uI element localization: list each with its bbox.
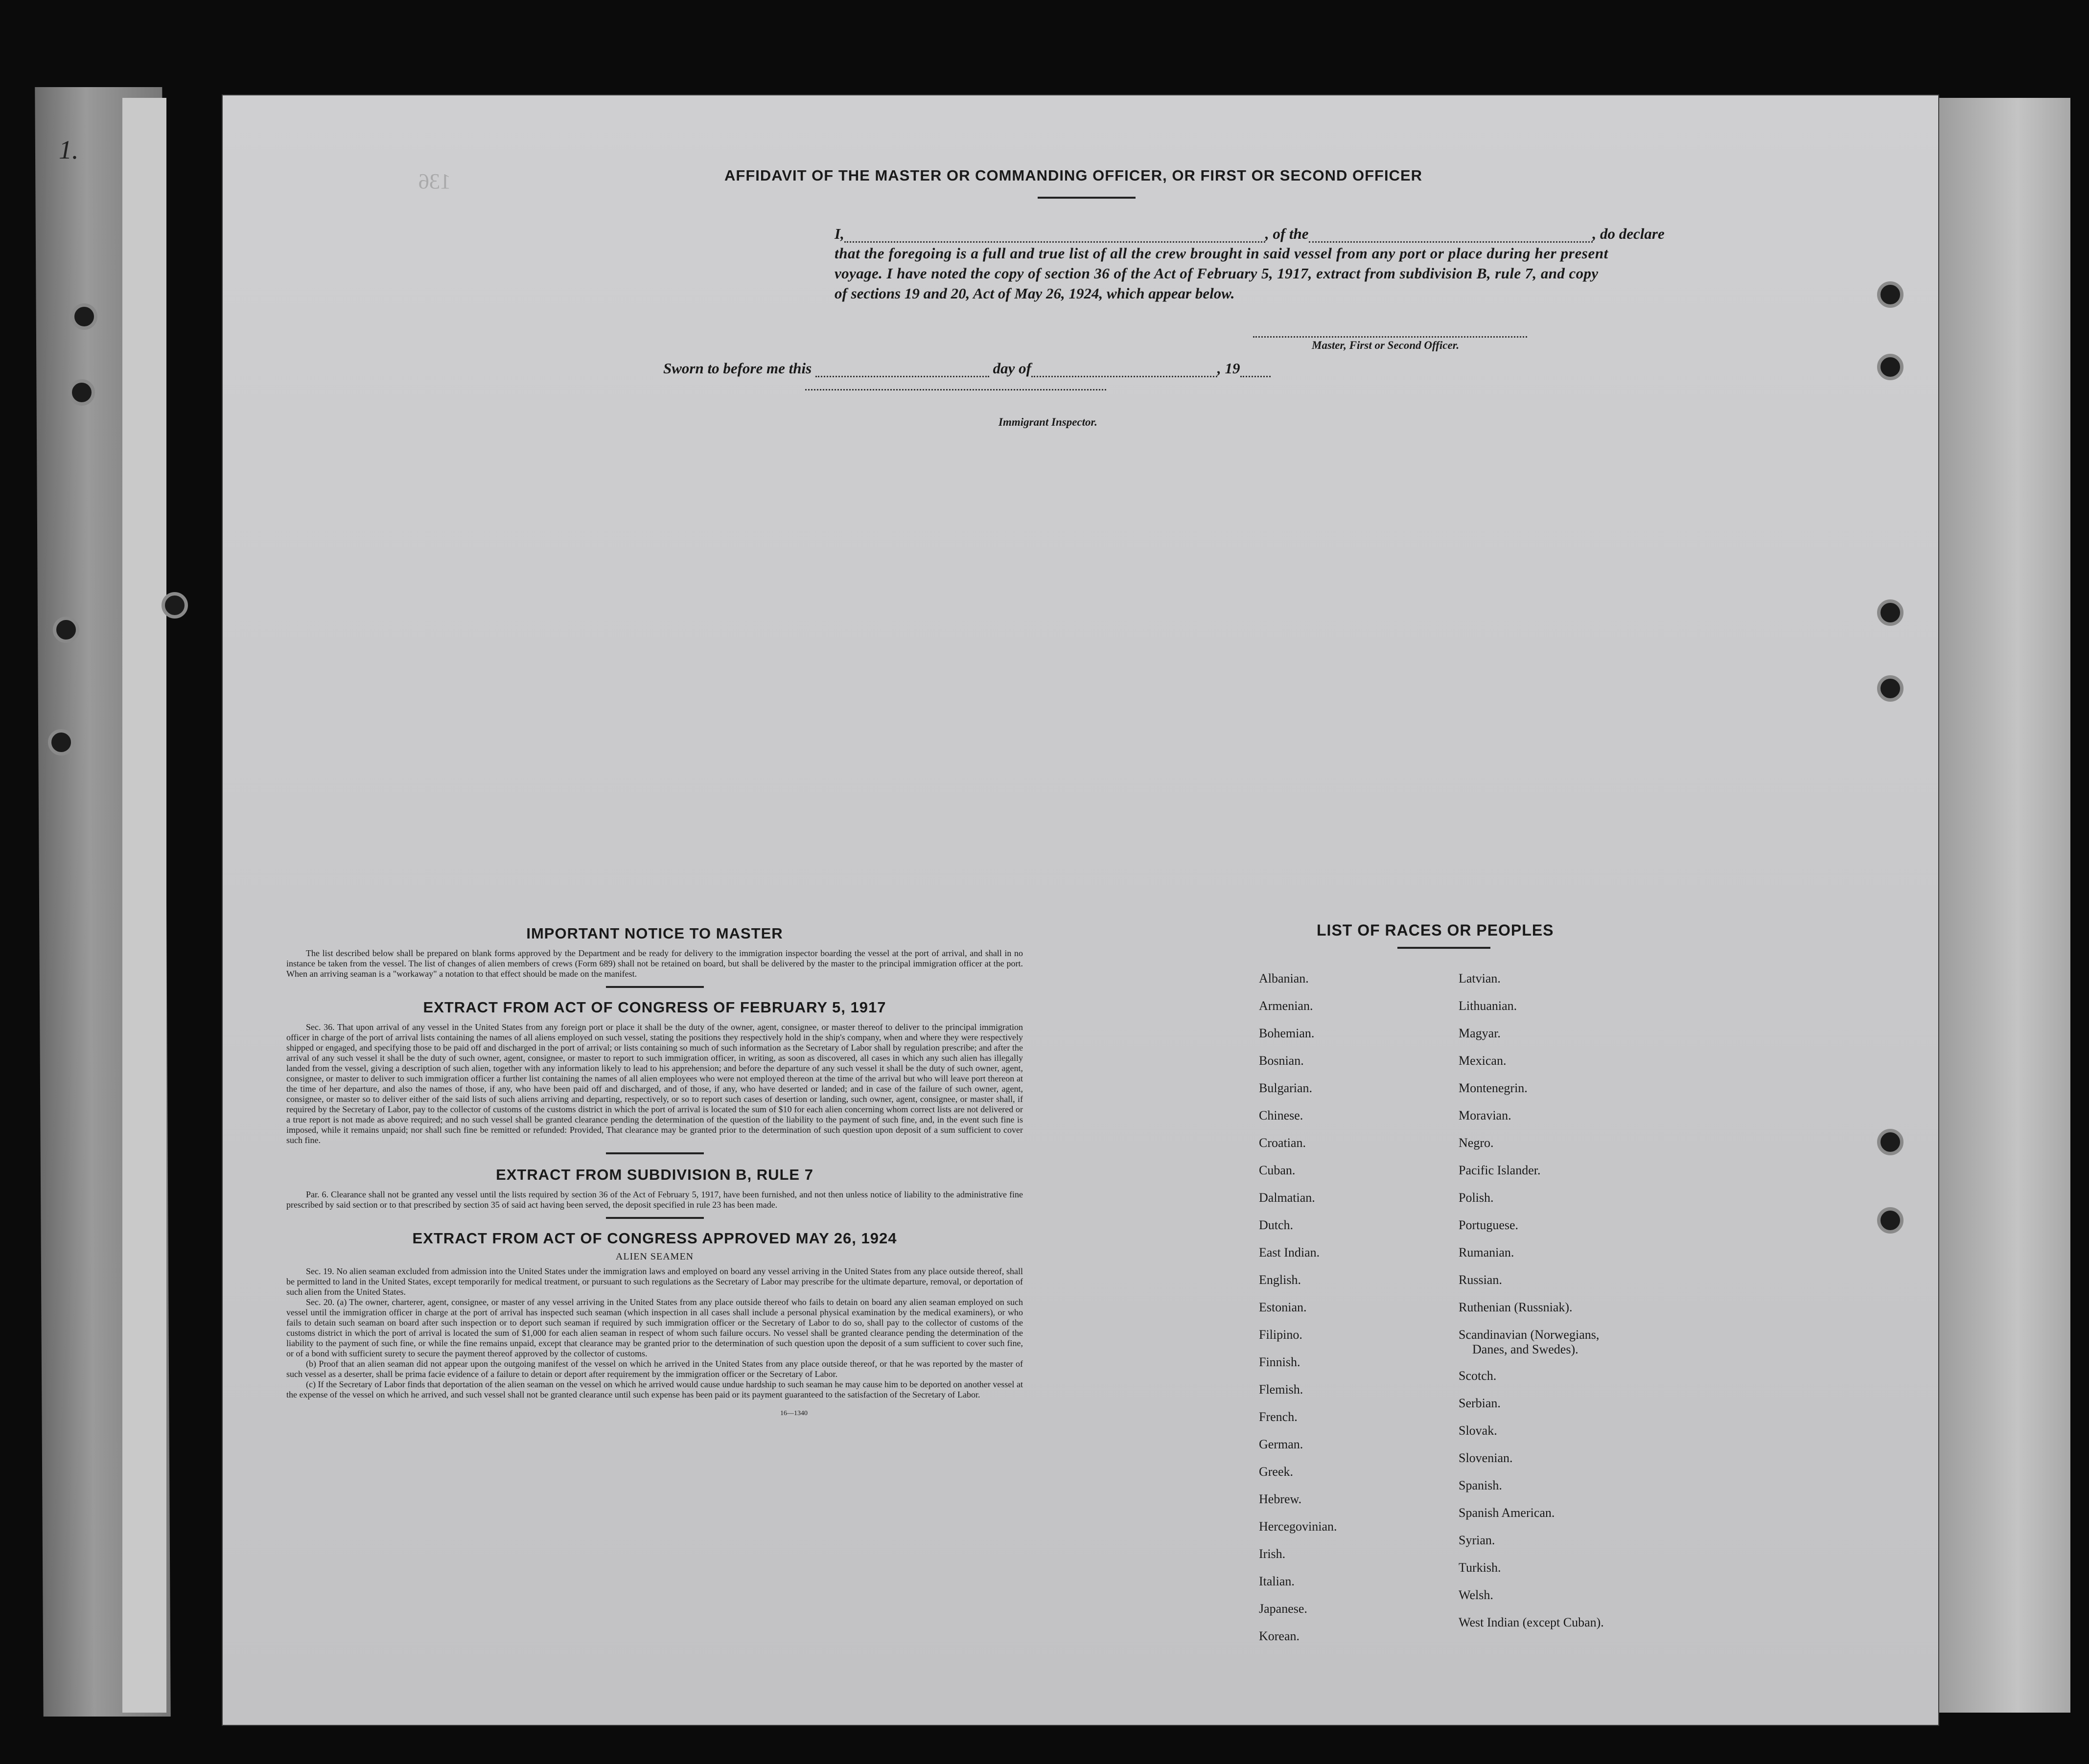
punch-hole: [69, 379, 95, 406]
affidavit-line-4: of sections 19 and 20, Act of May 26, 1924, which appear below.: [835, 285, 1235, 302]
sec-20a-body: Sec. 20. (a) The owner, charterer, agent, consignee, or master of any vessel arriving in the United States from any place outside thereof who fails to detain on board any alien seaman employed on such vessel until the immigration officer in charge at the port of arrival has inspected such seaman (which inspection in all cases shall include a personal physical examination by the medical examiners), or who fails to detain such seaman on board after such inspection or to deport such seaman if required by such immigration officer or the Secretary of Labor to do so, shall pay to the collector of customs of the customs district in which the port of arrival is located the sum of $1,000 for each alien seaman in respect of whom such failure occurs. No vessel shall be granted clearance pending the determination of the liability to the payment of such fine, or while the fine remains unpaid, except that clearance may be granted prior to the determination of such question upon the deposit of a sum sufficient to cover such fine, or of a bond with sufficient surety to secure the payment thereof approved by the collector of customs.: [286, 1297, 1023, 1358]
punch-hole: [1877, 1129, 1903, 1155]
form-number: 16—1340: [780, 1410, 808, 1417]
race-item: Syrian.: [1459, 1533, 1495, 1547]
month-blank[interactable]: [1031, 376, 1217, 377]
race-item: West Indian (except Cuban).: [1459, 1615, 1604, 1629]
extract-1917-body: Sec. 36. That upon arrival of any vessel in the United States from any foreign port or place it shall be the duty of the owner, agent, consignee, or master thereof to deliver to the principal immigration officer in charge of the port of arrival lists containing the names of all aliens employed on such vessel, stating the positions they respectively hold in the ship's company, when and where they were respectively shipped or engaged, and specifying those to be paid off and discharged in the port of arrival; or lists containing so much of such information as the Secretary of Labor shall by regulation prescribe; and after the arrival of any such vessel it shall be the duty of such owner, agent, consignee, or master to report to such immigration officer, in writing, as soon as discovered, all cases in which any such alien has illegally landed from the vessel, giving a description of such alien, together with any information likely to lead to his apprehension; and before the departure of any such vessel it shall be the duty of such owner, agent, consignee, or master to deliver to such immigration officer a further list containing the names of all alien employees who were not employed thereon at the time of the arrival but who will leave port thereon at the time of her departure, and also the names of those, if any, who have been paid off and discharged, and of those, if any, who have deserted or landed; and in case of the failure of such owner, agent, consignee, or master so to deliver either of the said lists of such aliens arriving and departing, respectively, or so to report such cases of desertion or landing, such owner, agent, consignee, or master shall, if required by the Secretary of Labor, pay to the collector of customs of the customs district in which the port of arrival is located the sum of $10 for each alien concerning whom correct lists are not delivered or a true report is not made as above required; and no such vessel shall be granted clearance pending the determination of the question of the liability to the payment of such fine, and, in the event such fine is imposed, while it remains unpaid; nor shall such fine be remitted or refunded: Provided, That clearance may be granted prior to the determination of such question upon deposit of a sum sufficient to cover such fine.: [286, 1022, 1023, 1145]
day-of-text: day of: [993, 360, 1031, 377]
extract-rule7-heading: EXTRACT FROM SUBDIVISION B, RULE 7: [496, 1166, 813, 1183]
sworn-text: Sworn to before me this: [663, 360, 812, 377]
race-item: Pacific Islander.: [1459, 1163, 1541, 1177]
punch-hole: [53, 617, 79, 643]
race-item: English.: [1259, 1273, 1301, 1287]
extract-1917-heading: EXTRACT FROM ACT OF CONGRESS OF FEBRUARY 5, 1917: [423, 999, 886, 1016]
race-item: Croatian.: [1259, 1136, 1306, 1150]
year-prefix: , 19: [1217, 360, 1240, 377]
section-rule: [606, 1217, 704, 1219]
affidavit-line-1: [835, 225, 1665, 243]
race-item: Irish.: [1259, 1547, 1286, 1561]
race-item: Turkish.: [1459, 1560, 1501, 1575]
race-item: Albanian.: [1259, 971, 1309, 985]
sec-19-body: Sec. 19. No alien seaman excluded from admission into the United States under the immigration laws and employed on board any vessel arriving in the United States from any place outside thereof, shall be permitted to land in the United States, except temporarily for medical treatment, or pursuant to such regulations as the Secretary of Labor may prescribe for the ultimate departure, removal, or deportation of such alien from the United States.: [286, 1266, 1023, 1297]
extract-rule7-body: Par. 6. Clearance shall not be granted any vessel until the lists required by section 36 of the Act of February 5, 1917, have been furnished, and not then unless notice of liability to the administrative fine prescribed by said section or to that prescribed by section 35 of said act having been served, the deposit specified in rule 23 has been made.: [286, 1190, 1023, 1210]
race-item: Greek.: [1259, 1465, 1294, 1479]
race-item: Armenian.: [1259, 999, 1313, 1013]
sworn-date-blank[interactable]: [815, 376, 989, 377]
race-item: Ruthenian (Russniak).: [1459, 1300, 1573, 1314]
year-blank[interactable]: [1240, 376, 1271, 377]
race-item: Montenegrin.: [1459, 1081, 1528, 1095]
race-item: Portuguese.: [1459, 1218, 1519, 1232]
sec-20b-body: (b) Proof that an alien seaman did not appear upon the outgoing manifest of the vessel on which he arrived in the United States from any place outside thereof, or that he was reported by the master of such vessel as a deserter, shall be prima facie evidence of a failure to detain or deport after requirement by the immigration officer or the Secretary of Labor.: [286, 1359, 1023, 1379]
punch-hole: [1877, 1207, 1903, 1234]
punch-hole: [48, 729, 74, 756]
race-item: Flemish.: [1259, 1382, 1303, 1397]
race-item-continuation: Danes, and Swedes).: [1472, 1342, 1578, 1356]
affidavit-heading: AFFIDAVIT OF THE MASTER OR COMMANDING OFFICER, OR FIRST OR SECOND OFFICER: [724, 167, 1423, 184]
extract-1924-heading: EXTRACT FROM ACT OF CONGRESS APPROVED MAY 26, 1924: [412, 1230, 897, 1247]
race-item: Korean.: [1259, 1629, 1300, 1643]
race-item: Spanish American.: [1459, 1506, 1555, 1520]
inspector-label: Immigrant Inspector.: [998, 416, 1097, 428]
race-item: Estonian.: [1259, 1300, 1307, 1314]
do-declare-text: , do declare: [1592, 225, 1665, 242]
races-heading-rule: [1397, 947, 1490, 949]
race-item: Negro.: [1459, 1136, 1494, 1150]
races-heading: LIST OF RACES OR PEOPLES: [1317, 921, 1554, 939]
name-blank[interactable]: [844, 241, 1265, 243]
section-rule: [606, 1152, 704, 1154]
race-item: East Indian.: [1259, 1245, 1320, 1260]
races-column-2: [1459, 971, 1604, 1643]
race-item: Hercegovinian.: [1259, 1519, 1337, 1534]
affidavit-line-3: voyage. I have noted the copy of section 36 of the Act of February 5, 1917, extract from subdivision B, rule 7, and copy: [835, 265, 1599, 282]
handwritten-margin-mark: 1.: [59, 135, 79, 164]
sworn-line: [663, 360, 1271, 377]
race-item: Lithuanian.: [1459, 999, 1517, 1013]
manifest-back-page: [223, 95, 1938, 1725]
race-item: Chinese.: [1259, 1108, 1303, 1123]
legal-notices: [286, 925, 1023, 1418]
race-item: Latvian.: [1459, 971, 1501, 985]
punch-hole: [162, 592, 188, 619]
race-item: Magyar.: [1459, 1026, 1501, 1040]
race-item: Rumanian.: [1459, 1245, 1514, 1260]
heading-rule: [1038, 197, 1136, 199]
affidavit-i: I,: [835, 225, 844, 242]
binder-strip-edge: [122, 98, 166, 1713]
sec-20c-body: (c) If the Secretary of Labor finds that deportation of the alien seaman on the vessel on which he arrived would cause undue hardship to such seaman he may cause him to be deported on another vessel at the expense of the vessel on which he arrived, and such vessel shall not be granted clearance until such expense has been paid or its payment guaranteed to the satisfaction of the Secretary of Labor.: [286, 1379, 1023, 1399]
race-item: Cuban.: [1259, 1163, 1296, 1177]
important-notice-body: The list described below shall be prepared on blank forms approved by the Department and be ready for delivery to the immigration inspector boarding the vessel at the port of arrival, and shall in no instance be taken from the vessel. The list of changes of alien members of crews (Form 689) shall not be retained on board, but shall be delivered by the master to the principal immigration officer at the port. When an arriving seaman is a "workaway" a notation to that effect should be made on the manifest.: [286, 948, 1023, 979]
race-item: Russian.: [1459, 1273, 1502, 1287]
race-item: Finnish.: [1259, 1355, 1300, 1369]
master-signature-label: Master, First or Second Officer.: [1312, 339, 1460, 351]
inspector-signature-blank[interactable]: [805, 389, 1106, 390]
race-item: Polish.: [1459, 1191, 1494, 1205]
race-item: Bulgarian.: [1259, 1081, 1313, 1095]
race-item: Welsh.: [1459, 1588, 1493, 1602]
punch-hole: [1877, 675, 1903, 702]
next-page-edge: [1938, 98, 2070, 1713]
race-item: French.: [1259, 1410, 1298, 1424]
race-item: Filipino.: [1259, 1328, 1302, 1342]
race-item: Spanish.: [1459, 1478, 1502, 1492]
race-item: Italian.: [1259, 1574, 1295, 1588]
master-signature-blank[interactable]: [1253, 336, 1527, 338]
race-item: Dutch.: [1259, 1218, 1294, 1232]
important-notice-heading: IMPORTANT NOTICE TO MASTER: [526, 925, 783, 942]
race-item: Hebrew.: [1259, 1492, 1302, 1506]
race-item: Bosnian.: [1259, 1054, 1304, 1068]
punch-hole: [71, 303, 97, 330]
races-column-1: [1259, 971, 1337, 1656]
section-rule: [606, 986, 704, 988]
punch-hole: [1877, 281, 1903, 308]
punch-hole: [1877, 599, 1903, 626]
race-item: German.: [1259, 1437, 1303, 1451]
punch-hole: [1877, 354, 1903, 380]
race-item: Dalmatian.: [1259, 1191, 1315, 1205]
race-item: Slovak.: [1459, 1423, 1497, 1438]
race-item: Bohemian.: [1259, 1026, 1315, 1040]
race-item: Mexican.: [1459, 1054, 1507, 1068]
alien-seamen-subheading: ALIEN SEAMEN: [615, 1251, 694, 1262]
race-item: Moravian.: [1459, 1108, 1511, 1123]
race-item: Scandinavian (Norwegians, Danes, and Swedes).: [1459, 1328, 1604, 1369]
vessel-blank[interactable]: [1309, 241, 1593, 243]
race-item: Japanese.: [1259, 1602, 1307, 1616]
of-the-text: , of the: [1265, 225, 1309, 242]
affidavit-line-2: that the foregoing is a full and true list of all the crew brought in said vessel from any port or place during her present: [835, 245, 1608, 262]
race-item: Slovenian.: [1459, 1451, 1513, 1465]
race-item: Scotch.: [1459, 1369, 1497, 1383]
race-item: Serbian.: [1459, 1396, 1501, 1410]
bleed-through-page-number: 136: [418, 169, 451, 193]
